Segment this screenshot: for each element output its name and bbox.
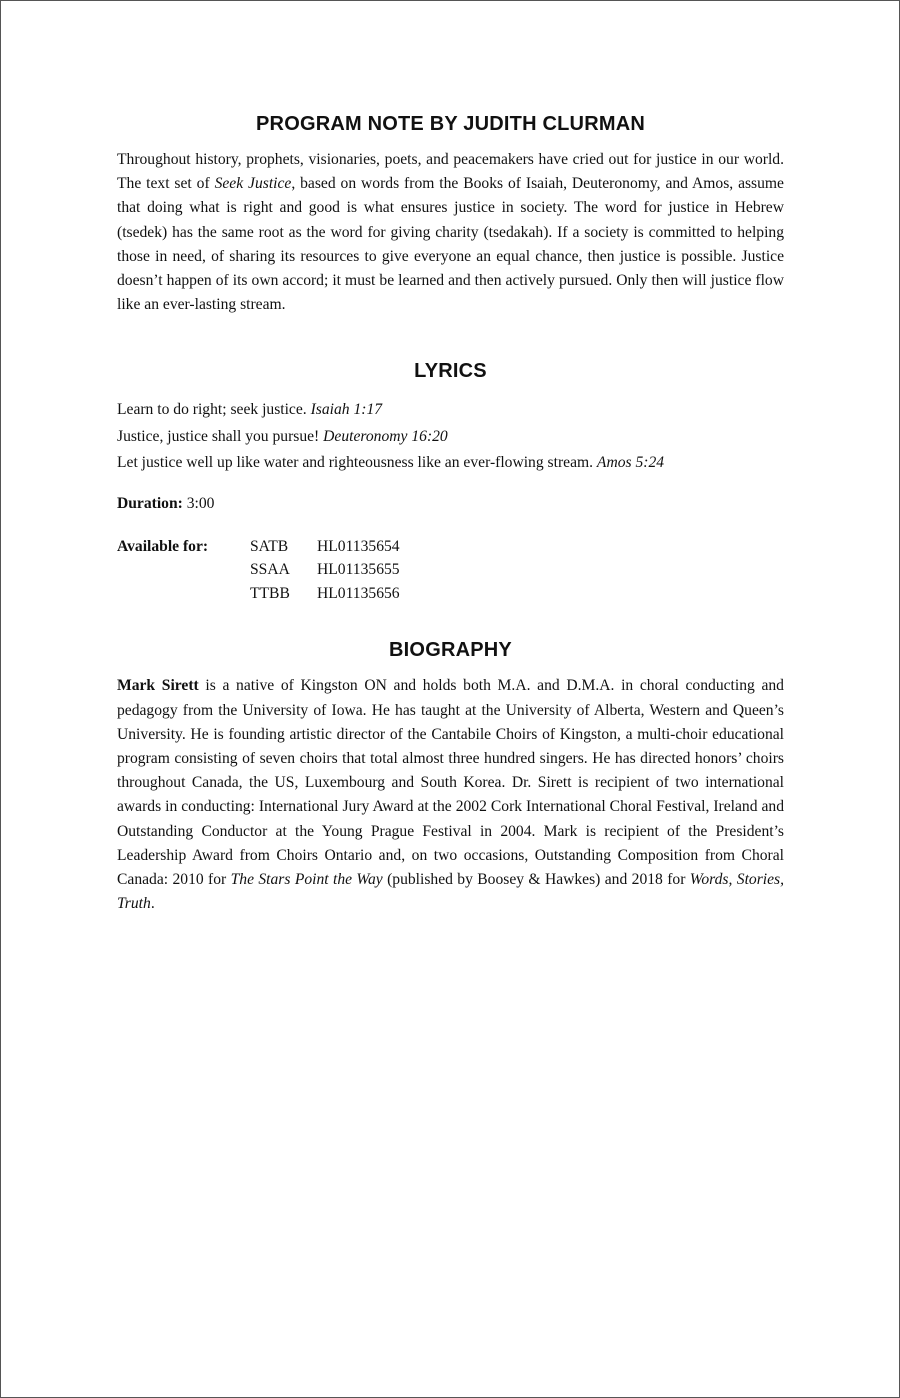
biography-work-2: Words, Stories, Truth (117, 871, 784, 913)
biography-paragraph (117, 674, 784, 916)
program-note-text-b: , based on words from the Books of Isaiah, Deuteronomy, and Amos, assume that doing what is right and good is what ensures justice in society. The word for justice in Hebrew (tsedek) has the same root as the word for giving charity (tsedakah). If a society is committed to helping those in need, of sharing its resources to give everyone an equal chance, then justice is possible. Justice doesn’t happen of its own accord; it must be learned and then actively pursued. Only then will justice flow like an ever-lasting stream. (117, 175, 784, 314)
lyric-reference: Amos 5:24 (596, 454, 665, 472)
lyric-line (117, 397, 784, 424)
program-note-text-a: Throughout history, prophets, visionaries, poets, and peacemakers have cried out for justice in our world. The text set of (117, 151, 784, 193)
duration-label: Duration: (117, 494, 183, 512)
program-note-title: Seek Justice (214, 175, 292, 193)
duration-value: 3:00 (186, 494, 215, 512)
lyric-text: Learn to do right; seek justice. (117, 401, 311, 419)
program-note-heading: PROGRAM NOTE BY JUDITH CLURMAN (256, 113, 645, 135)
biography-text-a: is a native of Kingston ON and holds both M.A. and D.M.A. in choral conducting and pedagogy from the University of Iowa. He has taught at the University of Alberta, Western and Queen’s University. He is founding artistic director of the Cantabile Choirs of Kingston, a multi-choir educational program consisting of seven choirs that total almost three hundred singers. He has directed honors’ choirs throughout Canada, the US, Luxembourg and South Korea. Dr. Sirett is recipient of two international awards in conducting: International Jury Award at the 2002 Cork International Choral Festival, Ireland and Outstanding Conductor at the Young Prague Festival in 2004. Mark is recipient of the President’s Leadership Award from Choirs Ontario and, on two occasions, Outstanding Composition from Choral Canada: 2010 for (117, 677, 784, 889)
biography-work-1: The Stars Point the Way (230, 871, 383, 889)
biography-text-c: . (150, 895, 155, 913)
lyrics-heading: LYRICS (414, 360, 487, 383)
program-note-paragraph (117, 148, 784, 317)
availability-label: Available for: (117, 537, 209, 555)
biography-heading: BIOGRAPHY (389, 639, 512, 662)
lyric-reference: Isaiah 1:17 (310, 401, 383, 419)
lyric-line (117, 424, 784, 451)
availability-row (250, 558, 400, 582)
availability-table (250, 535, 400, 606)
biography-name: Mark Sirett (117, 677, 199, 695)
product-code: HL01135656 (317, 584, 400, 602)
lyric-text: Let justice well up like water and righteousness like an ever-flowing stream. (117, 454, 597, 472)
product-code: HL01135655 (317, 561, 400, 579)
voicing: SATB (250, 537, 289, 555)
document-body (117, 111, 784, 916)
lyric-reference: Deuteronomy 16:20 (323, 427, 448, 445)
lyric-line (117, 450, 784, 477)
availability-row (250, 582, 400, 606)
availability (117, 535, 784, 606)
voicing: SSAA (250, 561, 290, 579)
lyric-text: Justice, justice shall you pursue! (117, 427, 324, 445)
duration (117, 495, 784, 513)
product-code: HL01135654 (317, 537, 400, 555)
lyrics-list (117, 397, 784, 477)
voicing: TTBB (250, 584, 290, 602)
biography-text-b: (published by Boosey & Hawkes) and 2018 for (382, 871, 690, 889)
availability-row (250, 535, 400, 559)
